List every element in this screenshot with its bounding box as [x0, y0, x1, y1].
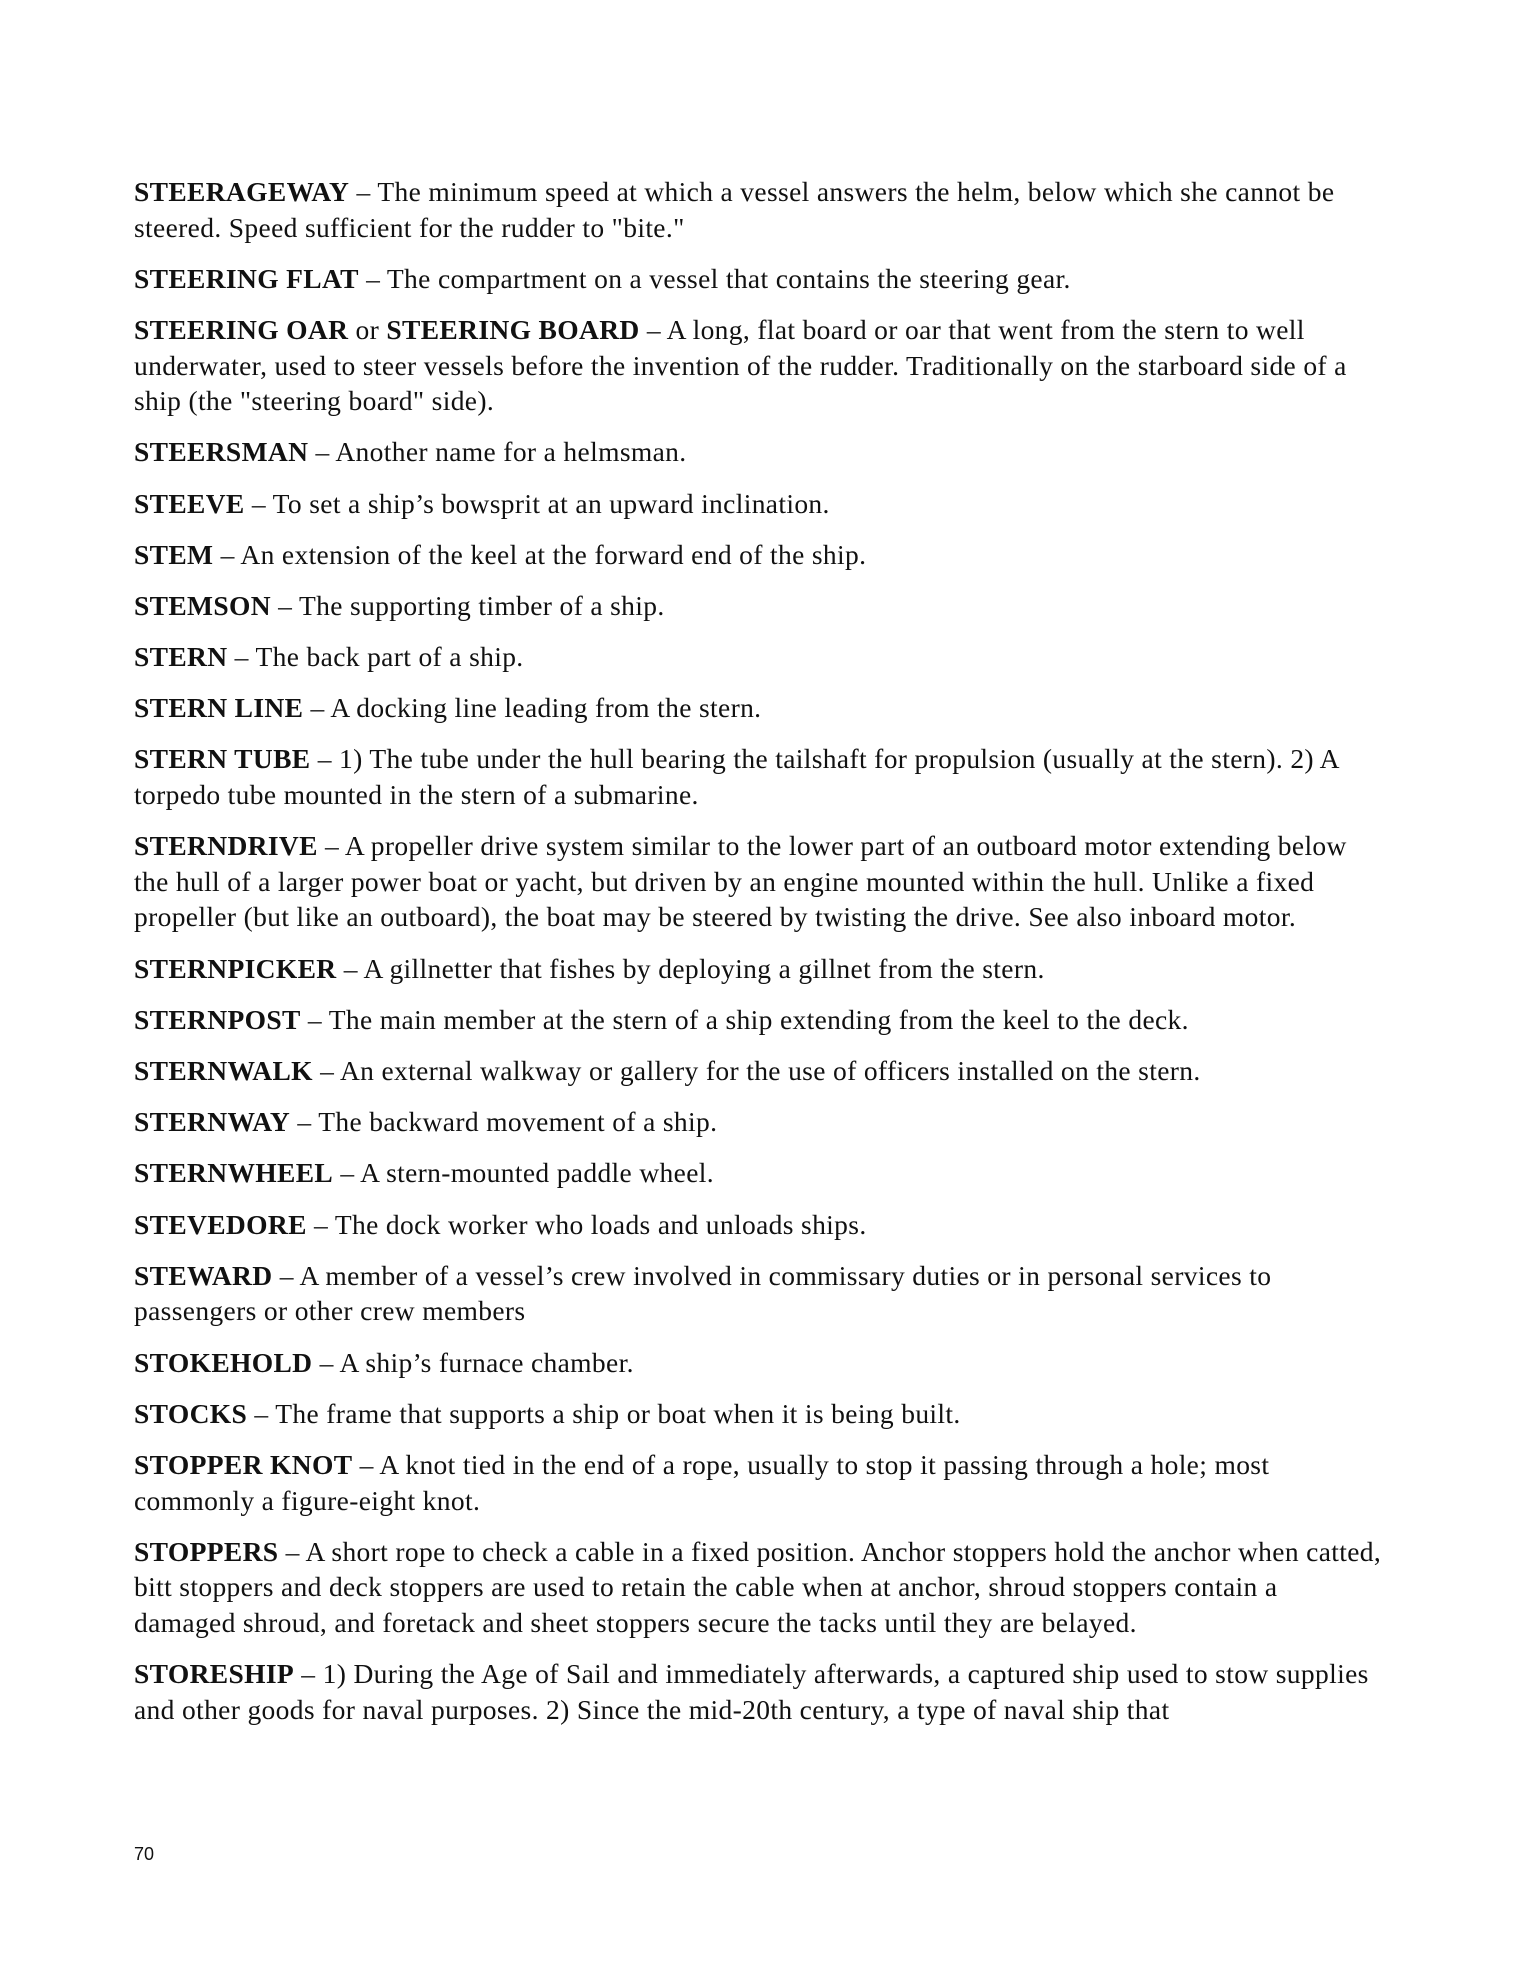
- entry-term: STEERSMAN: [134, 436, 309, 468]
- entry-term: STEERING BOARD: [386, 313, 640, 345]
- page-number: 70: [134, 1844, 155, 1864]
- entry-term: STERN: [134, 641, 228, 673]
- entry-definition: – A member of a vessel’s crew involved in commissary duties or in personal services to passengers or other crew members: [134, 1259, 1272, 1327]
- entry-definition: – The dock worker who loads and unloads ships.: [306, 1208, 867, 1240]
- glossary-entry: [134, 1656, 1384, 1727]
- glossary-content: [134, 174, 1384, 1743]
- glossary-entry: [134, 639, 1384, 675]
- entry-term: STEMSON: [134, 589, 271, 621]
- entry-connector: or: [348, 313, 387, 345]
- glossary-entry: [134, 434, 1384, 470]
- entry-term: STERNDRIVE: [134, 830, 318, 862]
- entry-term: STERNPOST: [134, 1003, 301, 1035]
- entry-term: STERNWALK: [134, 1055, 313, 1086]
- entry-definition: – To set a ship’s bowsprit at an upward inclination.: [244, 487, 830, 519]
- entry-definition: – The backward movement of a ship.: [290, 1106, 718, 1138]
- glossary-entry: [134, 486, 1384, 522]
- glossary-entry: [134, 1104, 1384, 1140]
- glossary-entry: [134, 1053, 1384, 1089]
- entry-term: STOCKS: [134, 1397, 248, 1429]
- glossary-entry: [134, 174, 1384, 245]
- glossary-entry: [134, 312, 1384, 419]
- glossary-entry: [134, 828, 1384, 935]
- entry-term: STERNPICKER: [134, 952, 337, 984]
- entry-definition: – 1) The tube under the hull bearing the tailshaft for propulsion (usually at the stern). 2) A torpedo tube mounted in the stern of a submarine.: [134, 743, 1339, 811]
- entry-term: STEERAGEWAY: [134, 176, 350, 207]
- glossary-entry: [134, 537, 1384, 573]
- glossary-entry: [134, 1002, 1384, 1038]
- entry-term: STEM: [134, 538, 214, 570]
- entry-definition: – An external walkway or gallery for the use of officers installed on the stern.: [312, 1055, 1201, 1086]
- entry-term: STERNWHEEL: [134, 1157, 334, 1189]
- entry-definition: – An extension of the keel at the forward end of the ship.: [213, 538, 867, 570]
- glossary-entry: [134, 1258, 1384, 1329]
- entry-definition: – Another name for a helmsman.: [308, 436, 687, 468]
- glossary-entry: [134, 1207, 1384, 1243]
- entry-definition: – The minimum speed at which a vessel answers the helm, below which she cannot be steered. Speed sufficient for the rudder to "bite.": [134, 176, 1335, 243]
- entry-term: STOKEHOLD: [134, 1346, 313, 1378]
- entry-definition: – The back part of a ship.: [227, 641, 524, 673]
- entry-definition: – A gillnetter that fishes by deploying a gillnet from the stern.: [336, 952, 1045, 984]
- glossary-entry: [134, 1534, 1384, 1641]
- glossary-entry: [134, 1396, 1384, 1432]
- entry-term: STERNWAY: [134, 1106, 291, 1138]
- entry-term: STEERING OAR: [134, 313, 349, 345]
- entry-definition: – A docking line leading from the stern.: [303, 692, 762, 724]
- glossary-entry: [134, 261, 1384, 297]
- entry-definition: – A stern-mounted paddle wheel.: [333, 1157, 714, 1189]
- entry-definition: – A long, flat board or oar that went from the stern to well underwater, used to steer vessels before the invention of the rudder. Traditionally on the starboard side of a ship (the "steering board" side).: [134, 313, 1347, 417]
- entry-definition: – A ship’s furnace chamber.: [312, 1346, 634, 1378]
- entry-term: STEERING FLAT: [134, 262, 359, 294]
- glossary-entry: [134, 1447, 1384, 1518]
- entry-definition: – The compartment on a vessel that contains the steering gear.: [358, 262, 1071, 294]
- entry-term: STOPPERS: [134, 1535, 279, 1567]
- glossary-entry: [134, 588, 1384, 624]
- glossary-entry: [134, 1155, 1384, 1191]
- entry-definition: – A propeller drive system similar to the lower part of an outboard motor extending below the hull of a larger power boat or yacht, but driven by an engine mounted within the hull. Unlike a fixed propeller (but like an outboard), the boat may be steered by twisting the drive. See also inboard motor.: [134, 830, 1347, 933]
- entry-term: STERN TUBE: [134, 743, 311, 775]
- entry-term: STEVEDORE: [134, 1208, 307, 1240]
- entry-term: STOPPER KNOT: [134, 1448, 353, 1480]
- glossary-entry: [134, 690, 1384, 726]
- entry-definition: – The frame that supports a ship or boat when it is being built.: [247, 1397, 961, 1429]
- glossary-entry: [134, 1345, 1384, 1381]
- entry-term: STEWARD: [134, 1259, 273, 1291]
- glossary-entry: [134, 741, 1384, 812]
- entry-definition: – The main member at the stern of a ship extending from the keel to the deck.: [300, 1003, 1189, 1035]
- entry-term: STEEVE: [134, 487, 245, 519]
- entry-definition: – The supporting timber of a ship.: [270, 589, 665, 621]
- glossary-entry: [134, 951, 1384, 987]
- entry-definition: – A short rope to check a cable in a fixed position. Anchor stoppers hold the anchor when catted, bitt stoppers and deck stoppers are used to retain the cable when at anchor, shroud stoppers contain a damaged shroud, and foretack and sheet stoppers secure the tacks until they are belayed.: [134, 1535, 1382, 1638]
- entry-definition: – A knot tied in the end of a rope, usually to stop it passing through a hole; most commonly a figure-eight knot.: [134, 1448, 1270, 1516]
- entry-definition: – 1) During the Age of Sail and immediately afterwards, a captured ship used to stow supplies and other goods for naval purposes. 2) Since the mid-20th century, a type of naval ship that: [134, 1658, 1369, 1725]
- entry-term: STERN LINE: [134, 692, 304, 724]
- entry-term: STORESHIP: [134, 1658, 295, 1690]
